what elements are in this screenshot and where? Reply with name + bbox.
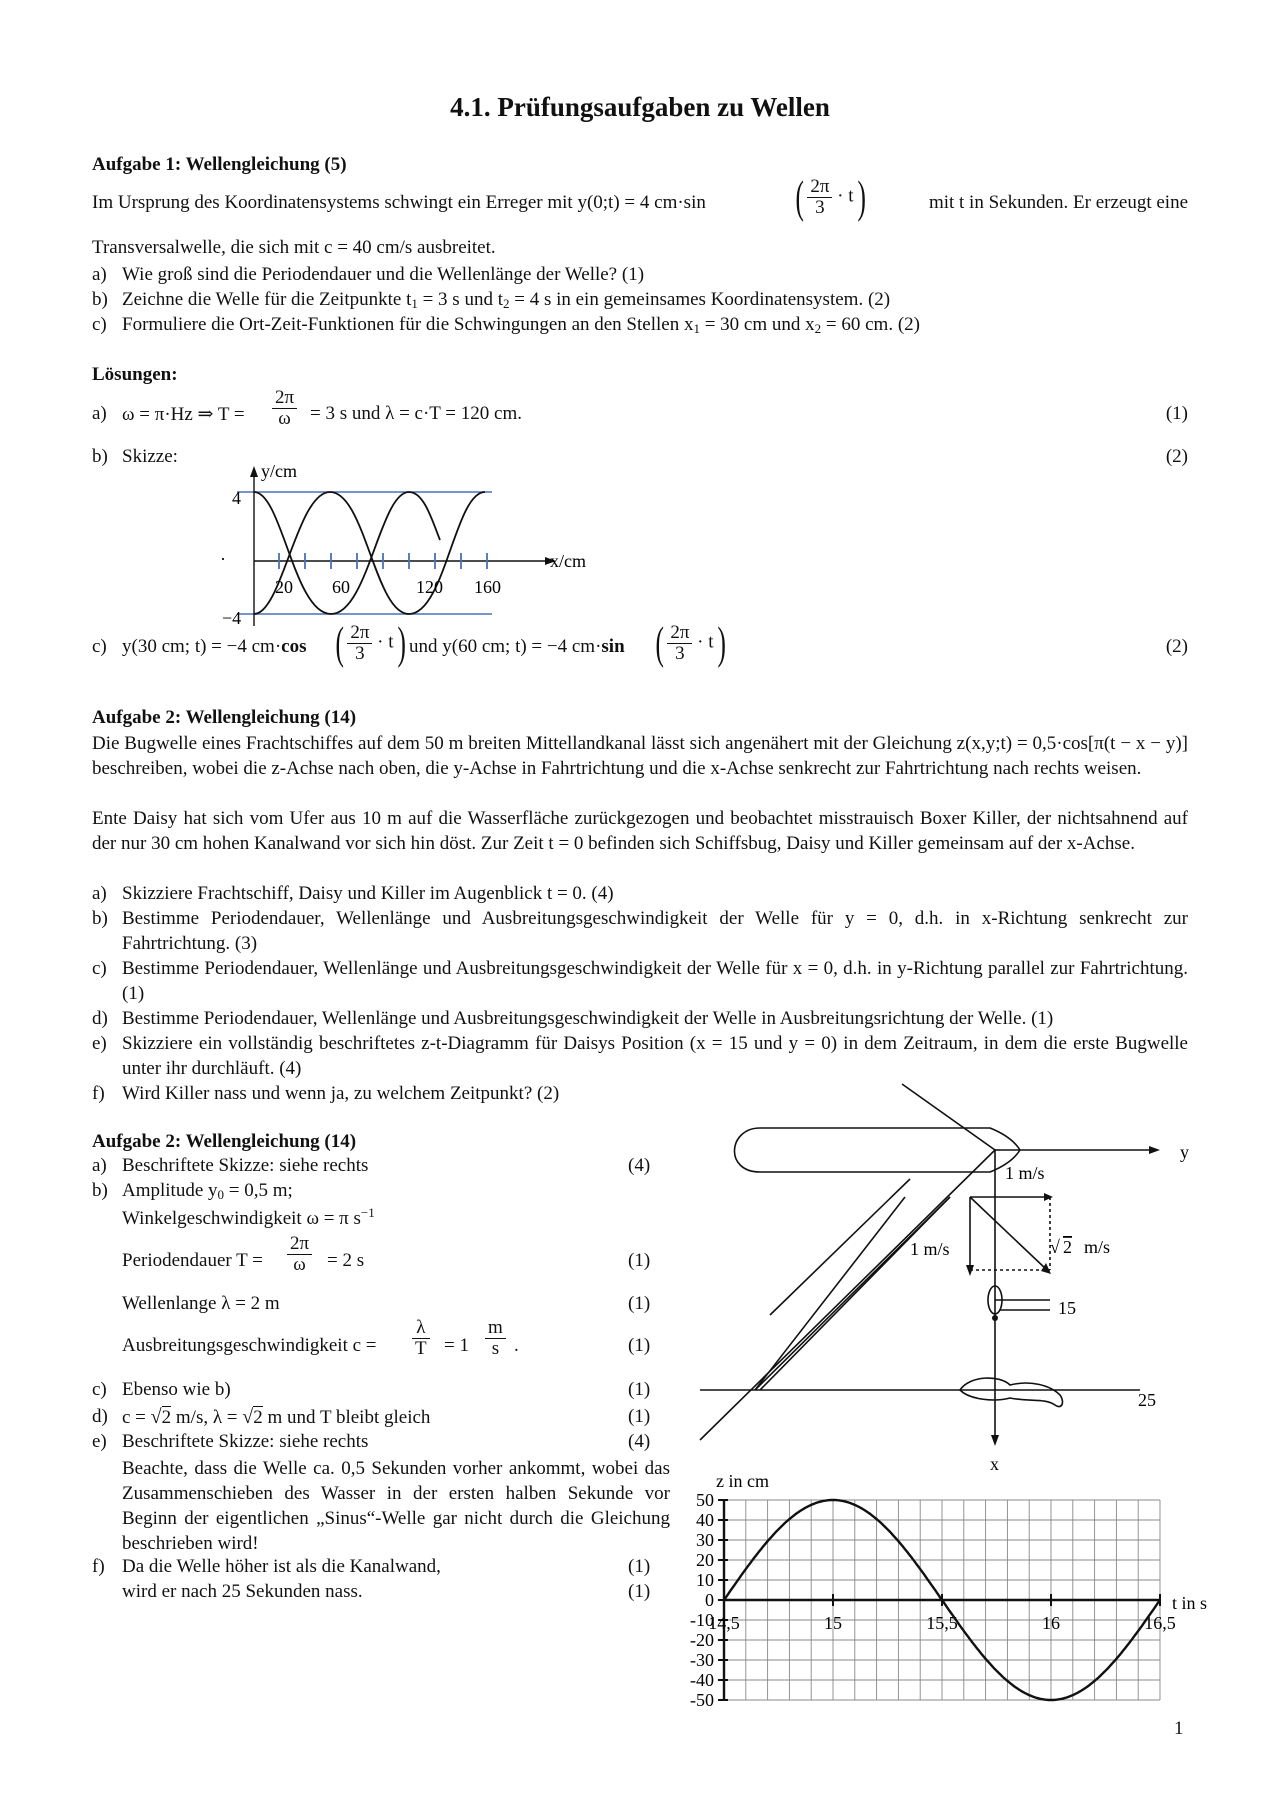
sketch1-ytop: 4 <box>232 488 241 508</box>
x-tick-label: 14,5 <box>708 1613 740 1633</box>
sketch1-ybottom: −4 <box>222 608 242 628</box>
task2-item-d: d) Bestimme Periodendauer, Wellenlänge und Ausbreitungsgeschwindigkeit der Welle in Ausbreitungsrichtung der Welle. (1) <box>92 1008 1054 1029</box>
solution2-e-points: (4) <box>628 1431 651 1452</box>
solution2-a-text: Beschriftete Skizze: siehe rechts <box>122 1155 369 1176</box>
paren-right: ) <box>856 171 866 222</box>
y-tick-label: 40 <box>696 1510 714 1530</box>
y-tick-label: -40 <box>690 1670 714 1690</box>
solution2-d-label: d) <box>92 1406 108 1427</box>
ship-y-label: y <box>1180 1142 1189 1162</box>
ship-sketch <box>680 1080 1220 1480</box>
velocity-x-label: 1 m/s <box>910 1239 950 1259</box>
y-tick-label: 20 <box>696 1550 714 1570</box>
wave-sketch <box>200 460 620 630</box>
sketch1-tick-60: 60 <box>332 577 350 597</box>
chart-xlabel: t in s <box>1172 1593 1208 1613</box>
solution1-b-points: (2) <box>1165 446 1188 467</box>
task2-heading: Aufgabe 2: Wellengleichung (14) <box>92 707 357 728</box>
y-tick-label: 0 <box>705 1590 714 1610</box>
paren-left: ( <box>795 171 804 222</box>
solution2-b-speed: Ausbreitungsgeschwindigkeit c = $\frac{\lambda}{T}$ = 1 $\frac{m}{s}$ . (1) <box>122 1317 651 1359</box>
page-number: 1 <box>1174 1718 1184 1739</box>
solution2-f-label: f) <box>92 1556 105 1577</box>
solution2-c-text: Ebenso wie b) <box>122 1379 231 1400</box>
task2-paragraph-2: Ente Daisy hat sich vom Ufer aus 10 m auf die Wasserfläche zurückgezogen und beobachtet misstrauisch Boxer Killer, der nichtsahnend auf der nur 30 cm hohen Kanalwand vor sich hin döst. Zur Zeit t = 0 befinden sich Schiffsbug, Daisy und Killer gemeinsam auf der x-Achse. <box>92 808 1188 854</box>
task2-item-b: b) Bestimme Periodendauer, Wellenlänge und Ausbreitungsgeschwindigkeit der Welle für y = 0, d.h. in x-Richtung senkrecht zur Fahrtrichtung. (3) <box>92 908 1188 954</box>
mark-25: 25 <box>1138 1390 1156 1410</box>
solution2-c-points: (1) <box>628 1379 651 1400</box>
solution2-b-amplitude: Amplitude $y_0 = 0,5$ m; <box>122 1180 293 1202</box>
solution2-heading: Aufgabe 2: Wellengleichung (14) <box>92 1131 357 1152</box>
task1-item-c: c) Formuliere die Ort-Zeit-Funktionen für die Schwingungen an den Stellen $x_1 = 30$ cm und $x_2 = 60$ cm. (2) <box>92 314 920 336</box>
solution2-f-points2: (1) <box>628 1581 651 1602</box>
task1-heading: Aufgabe 1: Wellengleichung (5) <box>92 154 347 175</box>
solution2-f-text2: wird er nach 25 Sekunden nass. <box>122 1581 363 1602</box>
task2-item-a: a) Skizziere Frachtschiff, Daisy und Killer im Augenblick t = 0. (4) <box>92 883 614 904</box>
task1-item-a: a) Wie groß sind die Periodendauer und die Wellenlänge der Welle? (1) <box>92 264 645 285</box>
task1-item-b: b) Zeichne die Welle für die Zeitpunkte $t_1 = 3$ s und $t_2 = 4$ s in ein gemeinsames Koordinatensystem. (2) <box>92 289 891 311</box>
y-tick-label: -50 <box>690 1690 714 1710</box>
solution2-a-points: (4) <box>628 1155 651 1176</box>
solution1-a: a) ω = π·Hz ⇒ T = $\frac{2\pi}{\omega}$ = 3 s und λ = c·T = 120 cm. (1) <box>92 387 1188 429</box>
solution2-b-period: Periodendauer T = $\frac{2\pi}{\omega}$ = 2 s (1) <box>122 1233 651 1275</box>
zt-chart <box>670 1460 1230 1720</box>
task1-intro <box>92 171 1188 226</box>
x-tick-label: 15 <box>824 1613 842 1633</box>
page-title: 4.1. Prüfungsaufgaben zu Wellen <box>450 92 830 122</box>
task2-paragraph-1: Die Bugwelle eines Frachtschiffes auf dem 50 m breiten Mittellandkanal lässt sich angenähert mit der Gleichung z(x,y;t) = 0,5·cos[π(t − x − y)] beschreiben, wobei die z-Achse nach oben, die y-Achse in Fahrtrichtung und die x-Achse senkrecht zur Fahrtrichtung nach rechts weisen. <box>92 733 1188 779</box>
solution2-b-omega: Winkelgeschwindigkeit ω = π $s^{-1}$ <box>122 1205 375 1229</box>
solution2-b-wavelength: Wellenlange λ = 2 m <box>122 1293 280 1314</box>
solution1-c: c) y(30 cm; t) = −4 cm·cos ( $\frac{2\pi}{3}$ · t) und y(60 cm; t) = −4 cm·sin ( $\frac{2\pi}{3}$ · t) (2) <box>92 617 1188 668</box>
y-tick-label: 50 <box>696 1490 714 1510</box>
solution1-b-text: Skizze: <box>122 446 178 467</box>
solution2-d-points: (1) <box>628 1406 651 1427</box>
y-tick-label: 30 <box>696 1530 714 1550</box>
mark-15: 15 <box>1058 1298 1076 1318</box>
solutions-heading: Lösungen: <box>92 364 178 385</box>
y-tick-label: -30 <box>690 1650 714 1670</box>
solution2-e-label: e) <box>92 1431 107 1452</box>
velocity-sum-unit: m/s <box>1084 1237 1111 1257</box>
velocity-sum-sqrt: √ <box>1050 1237 1060 1257</box>
task1-intro-formula <box>792 171 869 222</box>
solution2-a-label: a) <box>92 1155 107 1176</box>
task1-intro-pre: Im Ursprung des Koordinatensystems schwingt ein Erreger mit y(0;t) = 4 cm·sin <box>92 192 706 213</box>
chart-ylabel: z in cm <box>716 1471 769 1491</box>
x-tick-label: 15,5 <box>926 1613 958 1633</box>
solution2-e-text: Beschriftete Skizze: siehe rechts <box>122 1431 369 1452</box>
solution2-b-wavelength-points: (1) <box>628 1293 651 1314</box>
solution2-d-text: c = √2 m/s, λ = √2 m und T bleibt gleich <box>122 1406 431 1428</box>
solution2-e-note: Beachte, dass die Welle ca. 0,5 Sekunden vorher ankommt, wobei das Zusammenschieben des Wasser in der ersten halben Sekunde vor Beginn der eigentlichen „Sinus“-Welle gar nicht durch die Gleichung beschrieben wird! <box>122 1458 670 1554</box>
solution2-f-text1: Da die Welle höher ist als die Kanalwand, <box>122 1556 441 1577</box>
sketch1-ylabel: y/cm <box>261 461 297 481</box>
velocity-sum-root: 2 <box>1063 1237 1072 1257</box>
formula-t: · t <box>837 185 854 207</box>
task1-intro-post: mit t in Sekunden. Er erzeugt eine <box>928 192 1188 213</box>
sketch1-xlabel: x/cm <box>550 551 586 571</box>
sketch1-tick-160: 160 <box>474 577 501 597</box>
x-tick-label: 16,5 <box>1144 1613 1176 1633</box>
frac-num: 2π <box>807 177 832 198</box>
y-tick-label: -10 <box>690 1610 714 1630</box>
sketch1-tick-20: 20 <box>275 577 293 597</box>
solution1-b-label: b) <box>92 446 108 467</box>
y-tick-label: -20 <box>690 1630 714 1650</box>
ship-hull <box>734 1128 1020 1172</box>
task2-item-e: e) Skizziere ein vollständig beschriftetes z-t-Diagramm für Daisys Position (x = 15 und y = 0) in dem Zeitraum, in dem die erste Bugwelle unter ihr durchläuft. (4) <box>92 1033 1188 1079</box>
frac-den: 3 <box>815 196 825 218</box>
y-tick-label: 10 <box>696 1570 714 1590</box>
solution2-f-points1: (1) <box>628 1556 651 1577</box>
task2-item-f: f) Wird Killer nass und wenn ja, zu welchem Zeitpunkt? (2) <box>92 1083 560 1104</box>
ship-x-label: x <box>990 1454 999 1474</box>
task1-intro-line2: Transversalwelle, die sich mit c = 40 cm/s ausbreitet. <box>92 237 496 258</box>
sketch1-tick-120: 120 <box>416 577 443 597</box>
velocity-y-label: 1 m/s <box>1005 1163 1045 1183</box>
solution2-c-label: c) <box>92 1379 107 1400</box>
x-tick-label: 16 <box>1042 1613 1060 1633</box>
dog <box>960 1378 1062 1407</box>
task2-item-c: c) Bestimme Periodendauer, Wellenlänge und Ausbreitungsgeschwindigkeit der Welle für x = 0, d.h. in y-Richtung parallel zur Fahrtrichtung. (1) <box>92 958 1188 1004</box>
solution2-b-label: b) <box>92 1180 108 1201</box>
sketch1-dot: · <box>220 549 226 569</box>
